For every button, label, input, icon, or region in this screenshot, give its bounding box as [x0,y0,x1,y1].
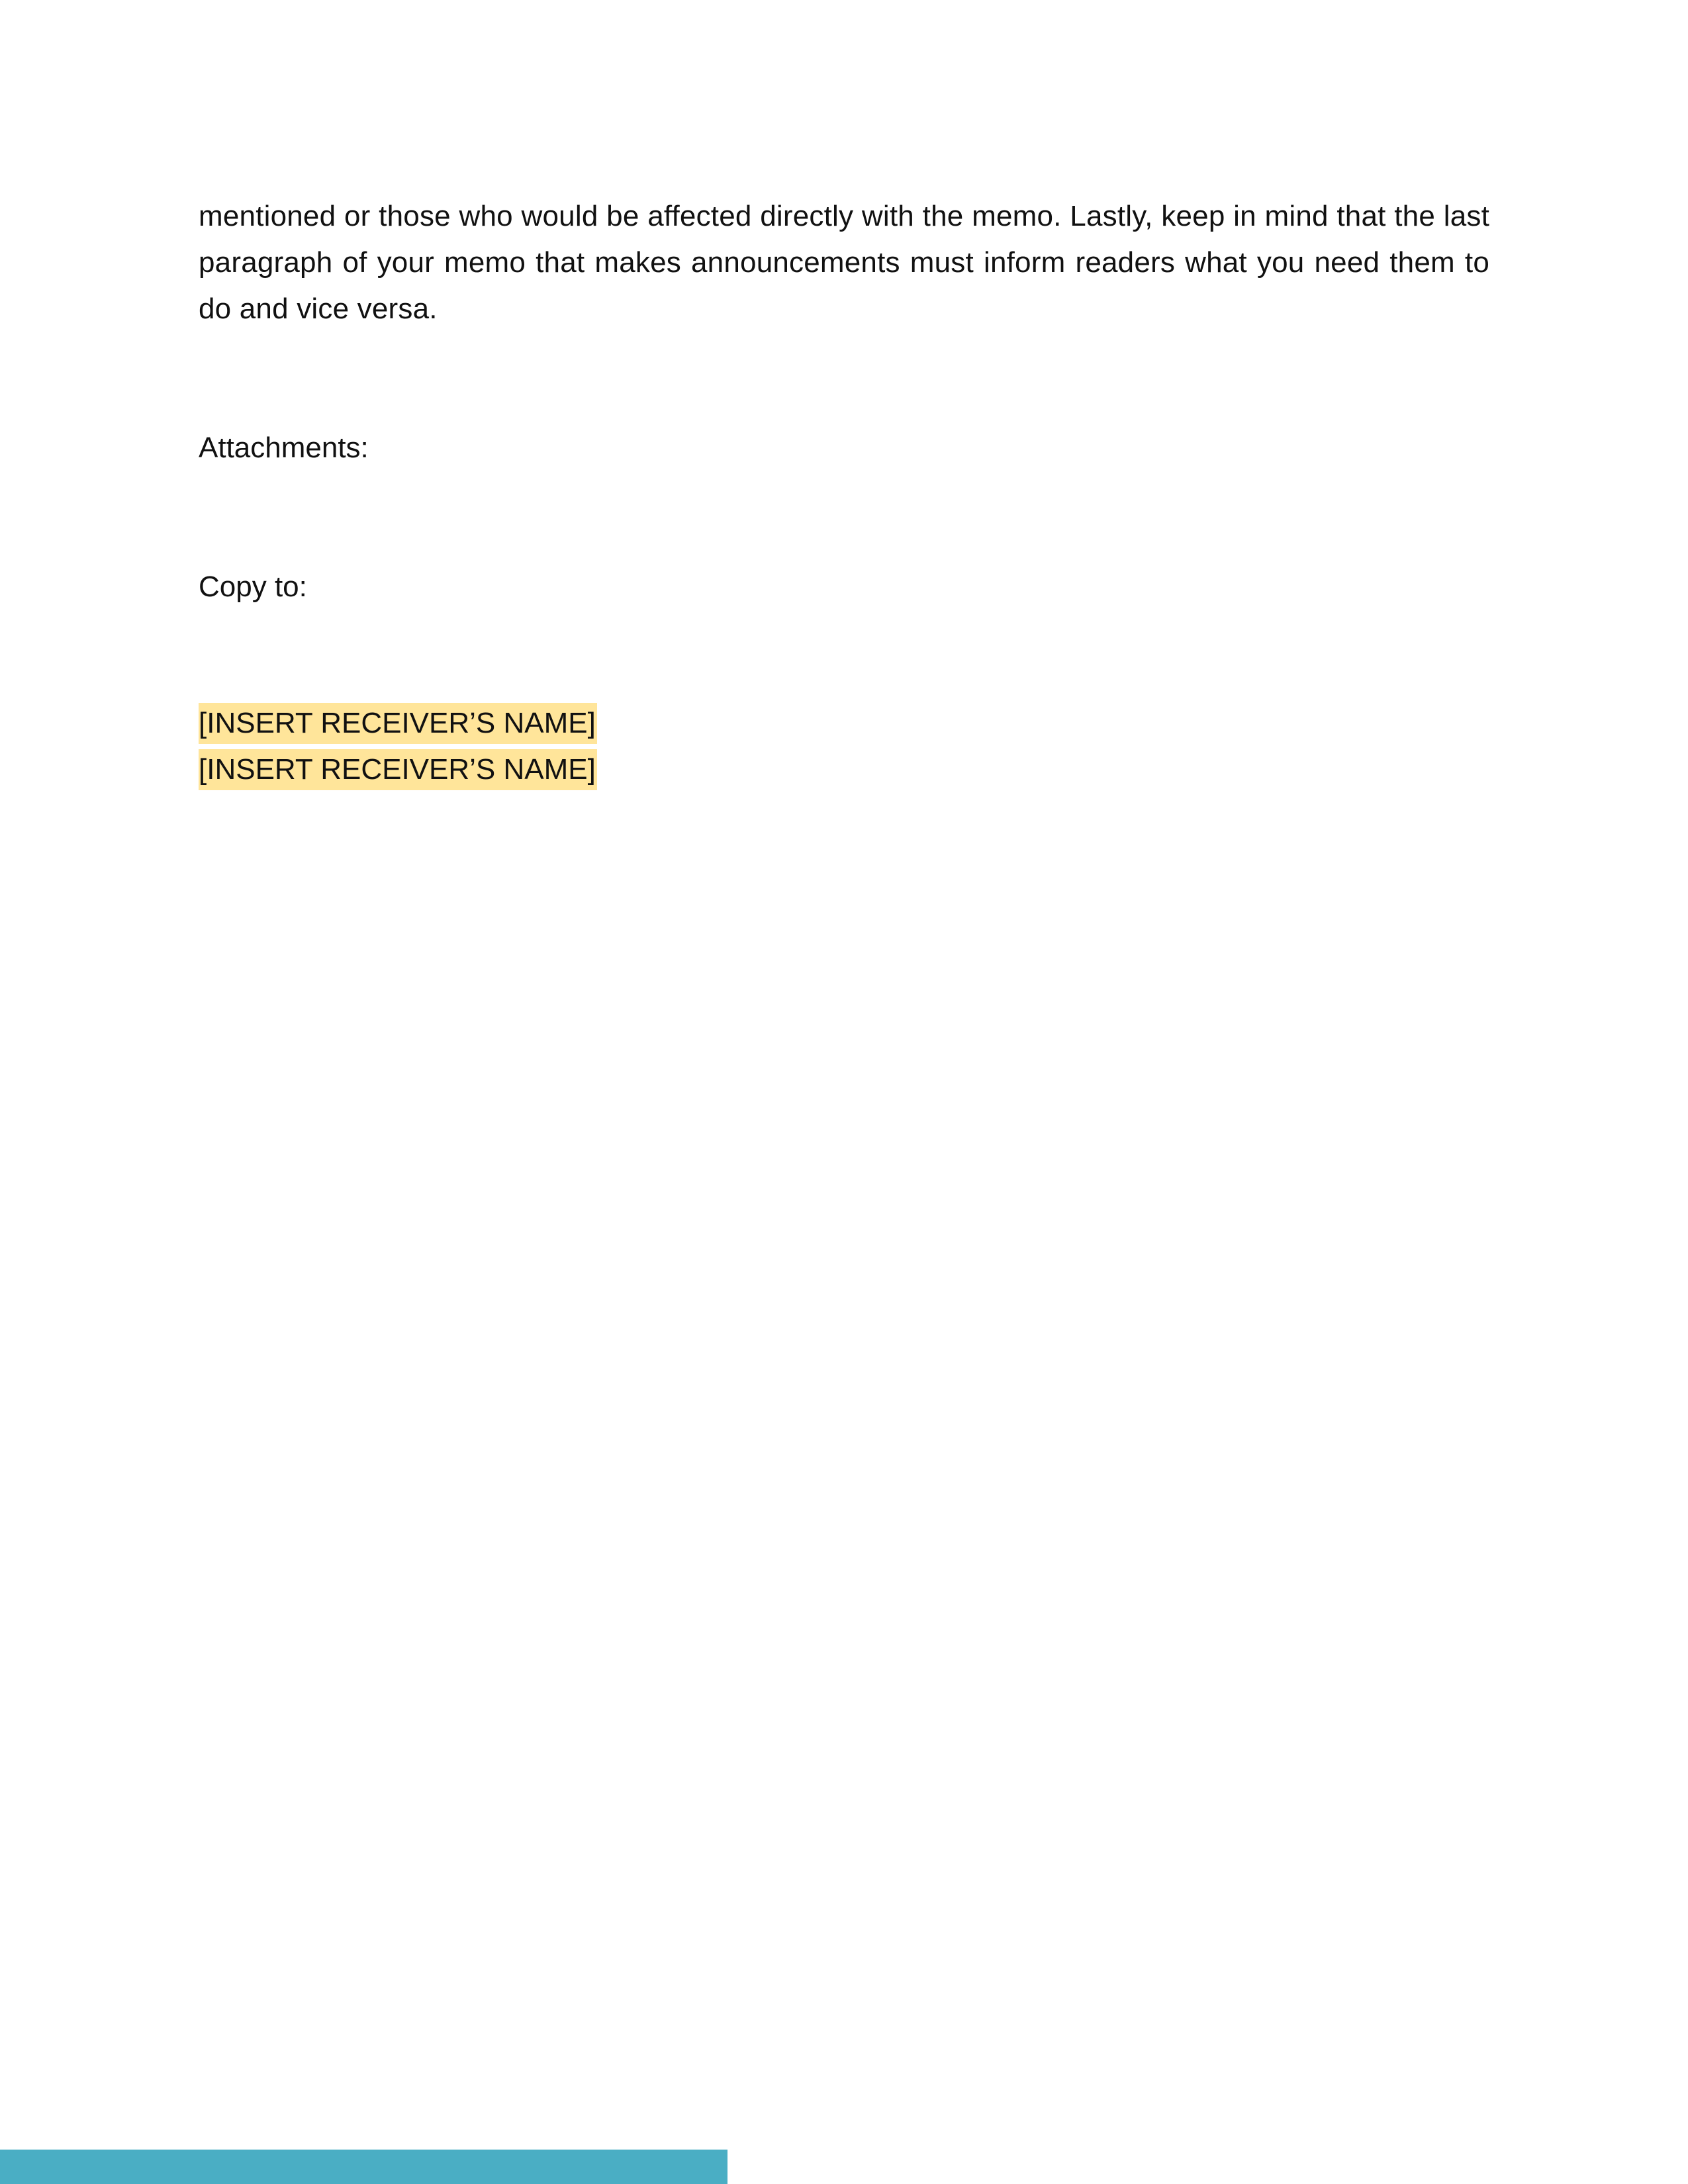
attachments-label: Attachments: [199,432,369,464]
document-content [199,193,1489,796]
receiver-name-placeholder: [INSERT RECEIVER’S NAME] [199,749,597,790]
receiver-name-placeholder: [INSERT RECEIVER’S NAME] [199,703,597,744]
footer-accent-bar [0,2150,727,2184]
copy-to-label: Copy to: [199,570,307,603]
receiver-list [199,703,1489,790]
body-paragraph: mentioned or those who would be affected directly with the memo. Lastly, keep in mind that the last paragraph of your memo that makes announcements must inform readers what you need them to do and vice versa. [199,200,1489,325]
